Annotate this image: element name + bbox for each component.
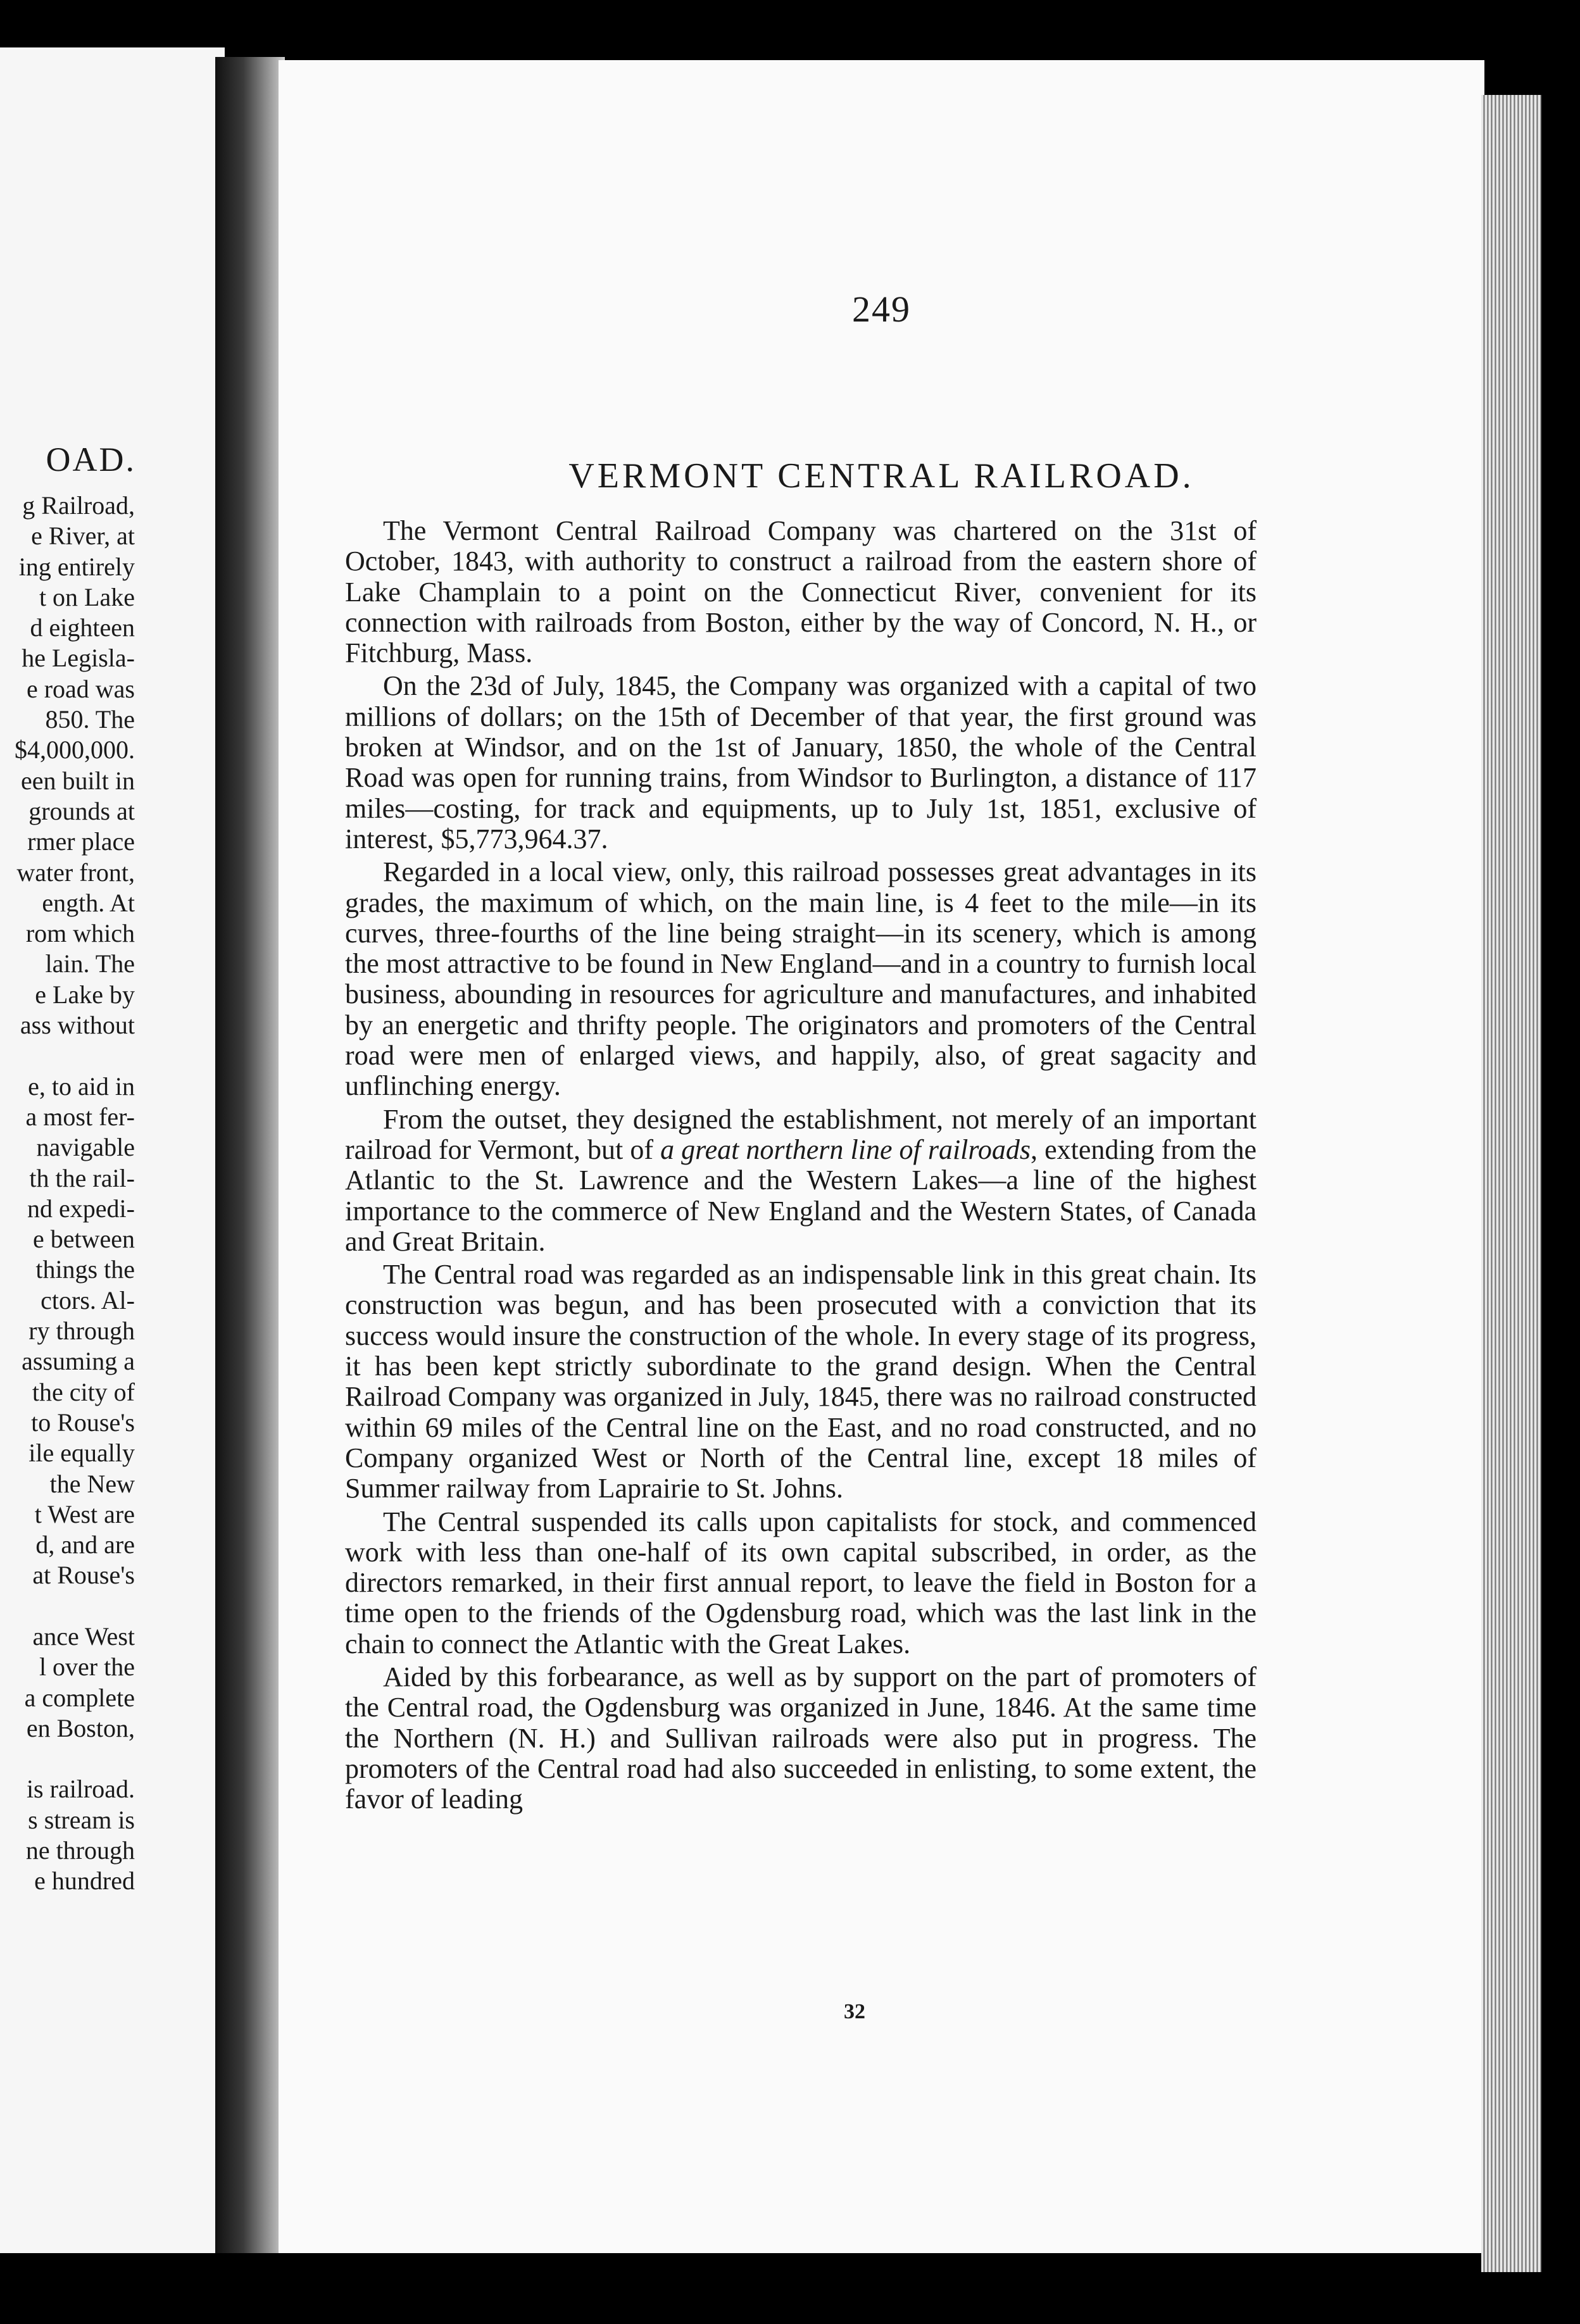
left-page-line: th the rail-	[29, 1163, 135, 1192]
left-page-line: grounds at	[28, 796, 135, 825]
left-page-line: assuming a	[22, 1347, 135, 1376]
left-page-line: e River, at	[31, 522, 135, 551]
left-page-line: t on Lake	[39, 582, 135, 611]
chapter-title: VERMONT CENTRAL RAILROAD.	[568, 456, 1194, 496]
left-page-heading: OAD.	[46, 440, 136, 478]
paragraph-4	[345, 1104, 1257, 1257]
paragraph-4-italic: a great northern line of railroads	[660, 1134, 1031, 1165]
paragraph-5: The Central road was regarded as an indispensable link in this great chain. Its construction was begun, and has been prosecuted with a conviction that its success would insure the construction of the whole. In every stage of its progress, it has been kept strictly subordinate to the grand design. When the Central Railroad Company was organized in July, 1845, there was no railroad constructed within 69 miles of the Central line on the East, and no road constructed, and no Company organized West or North of the Central line, except 18 miles of Summer railway from Laprairie to St. Johns.	[345, 1259, 1257, 1504]
left-page-line: e between	[32, 1225, 135, 1254]
signature-mark: 32	[844, 2000, 865, 2023]
left-page-line: g Railroad,	[22, 491, 135, 520]
page-edges	[1481, 95, 1541, 2272]
left-page-line: the New	[49, 1469, 135, 1498]
body-text	[345, 516, 1257, 1817]
left-page-line: rmer place	[27, 827, 135, 856]
left-page-line: ass without	[20, 1011, 135, 1040]
left-page-line: is railroad.	[26, 1775, 135, 1804]
left-page-line	[0, 1591, 135, 1621]
left-page-line: a most fer-	[25, 1102, 135, 1131]
book-gutter	[215, 57, 285, 2253]
left-page	[0, 47, 225, 2253]
left-page-line: e hundred	[34, 1866, 135, 1896]
left-page-line: he Legisla-	[22, 644, 135, 673]
left-page-line: lain. The	[45, 949, 135, 978]
paragraph-7: Aided by this forbearance, as well as by support on the part of promoters of the Central road, the Ogdensburg was organized in June, 1846. At the same time the Northern (N. H.) and Sullivan railroads were also put in progress. The promoters of the Central road had also succeeded in enlisting, to some extent, the favor of leading	[345, 1661, 1257, 1815]
left-page-line: een built in	[21, 766, 135, 795]
left-page-line: 850. The	[45, 705, 135, 734]
left-page-line: ctors. Al-	[41, 1285, 135, 1315]
left-page-line: d eighteen	[30, 613, 135, 642]
left-page-line: $4,000,000.	[15, 735, 135, 765]
left-page-line: the city of	[32, 1377, 135, 1406]
paragraph-1: The Vermont Central Railroad Company was chartered on the 31st of October, 1843, with authority to construct a railroad from the eastern shore of Lake Champlain to a point on the Connecticut River, convenient for its connection with railroads from Boston, either by the way of Concord, N. H., or Fitchburg, Mass.	[345, 515, 1257, 669]
left-page-line: nd expedi-	[27, 1194, 135, 1223]
paragraph-4-text-start: From the outset, they designed the establishment, not merely of an important railroad for Vermont, but of	[345, 1103, 1257, 1165]
left-page-line: rom which	[25, 919, 135, 948]
page-number: 249	[852, 289, 911, 330]
left-page-line	[0, 1744, 135, 1774]
left-page-line: a complete	[24, 1683, 135, 1712]
paragraph-3: Regarded in a local view, only, this railroad possesses great advantages in its grades, the maximum of which, on the main line, is 4 feet to the mile—in its curves, three-fourths of the line being straight—in its scenery, which is among the most attractive to be found in New England—and in a country to furnish local business, abounding in resources for agriculture and manufactures, and inhabited by an energetic and thrifty people. The originators and promoters of the Central road were men of enlarged views, and happily, also, of great sagacity and unflinching energy.	[345, 856, 1257, 1102]
left-page-line: at Rouse's	[32, 1561, 135, 1590]
left-page-line: l over the	[39, 1652, 135, 1682]
paragraph-2: On the 23d of July, 1845, the Company was organized with a capital of two millions of dollars; on the 15th of December of that year, the first ground was broken at Windsor, and on the 1st of January, 1850, the whole of the Central Road was open for running trains, from Windsor to Burlington, a distance of 117 miles—costing, for track and equipments, up to July 1st, 1851, exclusive of interest, $5,773,964.37.	[345, 670, 1257, 854]
left-page-line: s stream is	[28, 1805, 135, 1834]
left-page-line: e road was	[26, 674, 135, 703]
left-page-line: e Lake by	[35, 980, 135, 1009]
left-page-line: to Rouse's	[31, 1408, 135, 1437]
left-page-line: d, and are	[35, 1530, 135, 1559]
left-page-line: t West are	[34, 1499, 135, 1528]
left-page-text	[0, 490, 135, 1897]
left-page-line: ile equally	[28, 1439, 135, 1468]
left-page-line: ength. At	[42, 888, 135, 917]
paragraph-6: The Central suspended its calls upon capitalists for stock, and commenced work with less than one-half of its own capital subscribed, in order, as the directors remarked, in their first annual report, to leave the field in Boston for a time open to the friends of the Ogdensburg road, which was the last link in the chain to connect the Atlantic with the Great Lakes.	[345, 1506, 1257, 1659]
left-page-line: e, to aid in	[28, 1071, 135, 1101]
left-page-line: ry through	[28, 1316, 135, 1346]
paragraph-4-text-end: , extending from the Atlantic to the St. Lawrence and the Western Lakes—a line of the highest importance to the commerce of New England and the Western States, of Canada and Great Britain.	[345, 1134, 1257, 1257]
left-page-line: navigable	[36, 1133, 135, 1162]
left-page-line: ance West	[32, 1621, 135, 1651]
left-page-line	[0, 1040, 135, 1071]
left-page-line: en Boston,	[26, 1713, 135, 1742]
left-page-line: things the	[35, 1255, 135, 1284]
left-page-line: water front,	[16, 858, 135, 887]
left-page-line: ne through	[25, 1836, 135, 1865]
left-page-line: ing entirely	[18, 552, 135, 581]
